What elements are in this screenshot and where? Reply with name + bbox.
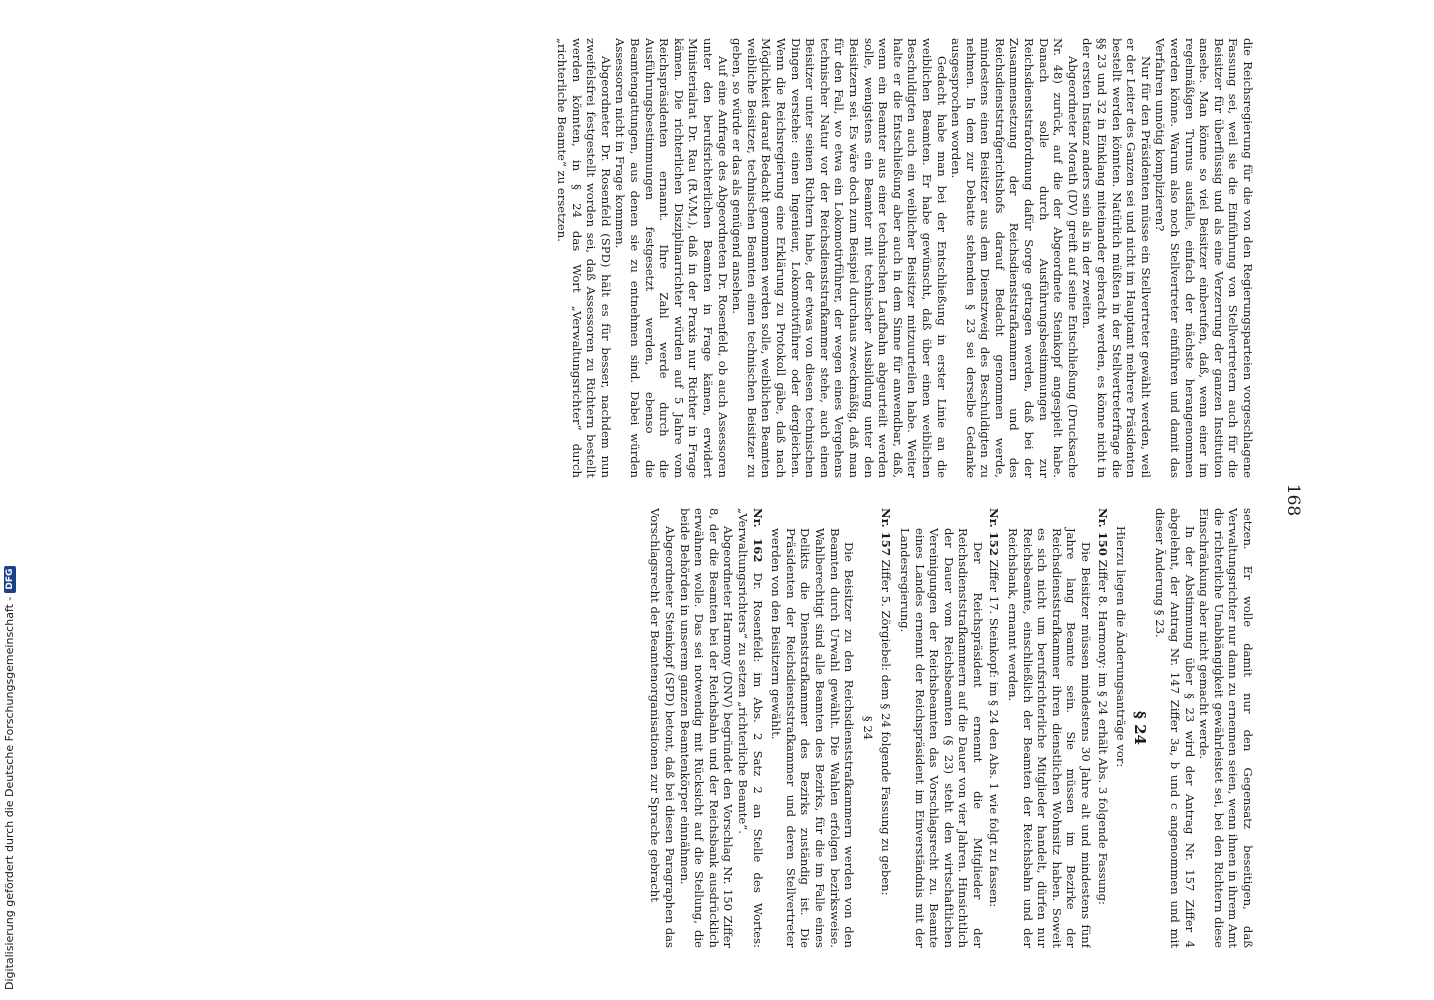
page-number: 168 bbox=[1283, 483, 1303, 517]
paragraph: setzen. Er wolle damit nur den Gegensatz beseitigen, daß Verwaltungsrichter nur dann zu ernennen seien, wenn ihnen in ihrem Amt die richterliche Unabhängigkeit gewährleistet sei, bei den Richtern diese Einschränkung aber nicht gemacht werde. bbox=[1197, 508, 1255, 948]
paragraph: Auf eine Anfrage des Abgeordneten Dr. Rosenfeld, ob auch Assessoren unter den berufsrichterlichen Beamten in Frage kämen, erwidert Ministerialrat Dr. Rau (R.V.M.), daß in der Praxis nur Richter in Frage kämen. Die richterlichen Disziplinarrichter würden auf 5 Jahre vom Reichspräsidenten ernannt. Ihre Zahl werde durch die Ausführungsbestimmungen festgesetzt werden, ebenso die Beamtengattungen, aus denen sie zu entnehmen sind. Dabei würden Assessoren nicht in Frage kommen. bbox=[613, 38, 730, 478]
paragraph: Abgeordneter Morath (DV) greift auf seine Entschließung (Drucksache Nr. 48) zurück, auf die der Abgeordnete Steinkopf angespielt habe. Danach solle durch Ausführungsbestimmungen zur Reichsdienststrafordnung dafür Sorge getragen werden, daß bei der Zusammensetzung der Reichsdienststrafkammern und des Reichsdienststrafgerichtshofs darauf Bedacht genommen werde, mindestens einen Beisitzer aus dem Dienstzweig des Beschuldigten zu nehmen. In dem zur Debatte stehenden § 23 sei derselbe Gedanke ausgesprochen worden. bbox=[949, 38, 1080, 478]
amendment-item bbox=[897, 508, 1001, 948]
amendments-intro: Hierzu liegen die Änderungsanträge vor: bbox=[1114, 526, 1129, 768]
quote-text: Der Reichspräsident ernennt die Mitglieder der Reichsdienststrafkammern auf die Dauer von vier Jahren. Hinsichtlich der Dauer vom Reichsbeamten (§ 23) steht den wirtschaftlichen Vereinigungen der Reichsbeamten das Vorschlagsrecht zu. Beamte eines Landes ernennt der Reichspräsident im Einverständnis mit der Landesregierung. bbox=[897, 528, 985, 948]
amendment-item bbox=[735, 508, 764, 948]
amendment-text: Ziffer 8. Harmony: im § 24 erhält Abs. 3 folgende Fassung: bbox=[1095, 559, 1110, 905]
amendment-number: Nr. 150 bbox=[1095, 508, 1110, 556]
amendment-text: Dr. Rosenfeld: im Abs. 2 Satz 2 an Stelle des Wortes: „Verwaltungsrichters“ zu setzen „richterliche Beamte“. bbox=[736, 508, 765, 948]
rotated-document-page bbox=[127, 20, 1307, 980]
paragraph: Abgeordneter Dr. Rosenfeld (SPD) hält es für besser, nachdem nun zweifelsfrei festgestellt worden sei, daß Assessoren zu Richtern bestellt werden könnten, in § 24 das Wort „Verwaltungsrichter“ durch „richterliche Beamte“ zu ersetzen. bbox=[555, 38, 613, 478]
paragraph: die Reichsregierung für die von den Regierungsparteien vorgeschlagene Fassung sei, weil sie die Einführung von Stellvertretern auch für die Beisitzer für überflüssig und als eine Verzerrung der ganzen Institution ansehe. Man könne so viel Beisitzer einberufen, daß, wenn einer im regelmäßigen Turnus ausfalle, einfach der nächste herangenommen werden könne. Warum also noch Stellvertreter einführen und damit das Verfahren unnötig komplizieren? bbox=[1153, 38, 1255, 478]
amendment-number: Nr. 157 bbox=[879, 508, 894, 556]
amendment-quote bbox=[769, 528, 857, 948]
footer-text: Digitalisierung gefördert durch die Deutsche Forschungsgemeinschaft - bbox=[3, 596, 16, 990]
amendment-item bbox=[769, 508, 894, 948]
paragraph: Nur für den Präsidenten müsse ein Stellvertreter gewählt werden, weil er der Leiter des Ganzen sei und nicht im Hauptamt mehrere Präsidenten bestellt werden könnten. Natürlich müßten in der Stellvertreterfrage die §§ 23 und 32 in Einklang miteinander gebracht werden, es könne nicht in der ersten Instanz anders sein als in der zweiten. bbox=[1080, 38, 1153, 478]
paragraph: In der Abstimmung über § 23 wird der Antrag Nr. 157 Ziffer 4 abgelehnt, der Antrag Nr. 147 Ziffer 3a, b und c angenommen und mit dieser Änderung § 23. bbox=[1153, 508, 1197, 948]
quote-text: Die Beisitzer zu den Reichsdienststrafkammern werden von den Beamten durch Urwahl gewählt. Die Wahlen erfolgen bezirksweise. Wahlberechtigt sind alle Beamten des Bezirks, für die im Falle eines Delikts die Dienststrafkammer des Bezirks zuständig ist. Die Präsidenten der Reichsdienststrafkammer und deren Stellvertreter werden von den Beisitzern gewählt. bbox=[769, 528, 857, 948]
amendment-quote bbox=[1006, 528, 1094, 948]
paragraph: Abgeordneter Harmony (DNV) begründet den Vorschlag Nr. 150 Ziffer 8, der die Beamten bei der Reichsbahn und der Reichsbank ausdrücklich erwähnen wolle. Das sei notwendig mit Rücksicht auf die Stellung, die beide Behörden in unserem ganzen Beamtenkörper einnähmen. bbox=[677, 508, 736, 948]
quote-heading: § 24 bbox=[860, 715, 875, 741]
paragraph: Abgeordneter Steinkopf (SPD) betont, daß bei diesen Paragraphen das Vorschlagsrecht der Beamtenorganisationen zur Sprache gebracht bbox=[648, 508, 678, 948]
amendment-quote bbox=[897, 528, 985, 948]
dfg-logo-icon: DFG bbox=[4, 566, 16, 593]
amendment-number: Nr. 152 bbox=[987, 508, 1002, 556]
right-column bbox=[145, 508, 1255, 948]
amendment-text: Ziffer 17. Steinkopf: im § 24 den Abs. 1 wie folgt zu fassen: bbox=[987, 559, 1002, 908]
amendment-item bbox=[1006, 508, 1110, 948]
amendment-number: Nr. 162 bbox=[750, 508, 765, 563]
digitization-footer bbox=[3, 568, 19, 990]
paragraph: Gedacht habe man bei der Entschließung in erster Linie an die weiblichen Beamten. Er habe gewünscht, daß über einen weiblichen Beschuldigten auch ein weiblicher Beisitzer mitzuurteilen habe. Weiter halte er die Entschließung aber auch in dem Sinne für anwendbar, daß, wenn ein Beamter aus einer technischen Laufbahn abgeurteilt werden solle, wenigstens ein Beamter mit technischer Ausbildung unter den Beisitzern sei. Es wäre doch zum Beispiel durchaus zweckmäßig, daß man für den Fall, wo etwa ein Lokomotivführer, der wegen eines Vergehens technischer Natur vor der Reichsdienststrafkammer stehe, auch einen Beisitzer unter seinen Richtern habe, der etwas von diesen technischen Dingen verstehe: einen Ingenieur, Lokomotivführer oder dergleichen. Wenn die Reichsregierung eine Erklärung zu Protokoll gäbe, daß nach Möglichkeit darauf Bedacht genommen werden solle, weiblichen Beamten weibliche Beisitzer, technischen Beamten einen technischen Beisitzer zu geben, so würde er das als genügend ansehen. bbox=[730, 38, 949, 478]
section-heading: § 24 bbox=[1130, 711, 1149, 745]
amendment-text: Ziffer 5. Zörgiebel: dem § 24 folgende Fassung zu geben: bbox=[879, 559, 894, 896]
quote-text: Die Beisitzer müssen mindestens 30 Jahre alt und mindestens fünf Jahre lang Beamte sein. Sie müssen im Bezirke der Reichsdienststrafkammer ihren dienstlichen Wohnsitz haben. Soweit es sich nicht um berufsrichterliche Mitglieder handelt, dürfen nur Reichsbeamte, einschließlich der Beamten der Reichsbahn und der Reichsbank, ernannt werden. bbox=[1006, 528, 1094, 948]
left-column bbox=[145, 38, 1255, 478]
